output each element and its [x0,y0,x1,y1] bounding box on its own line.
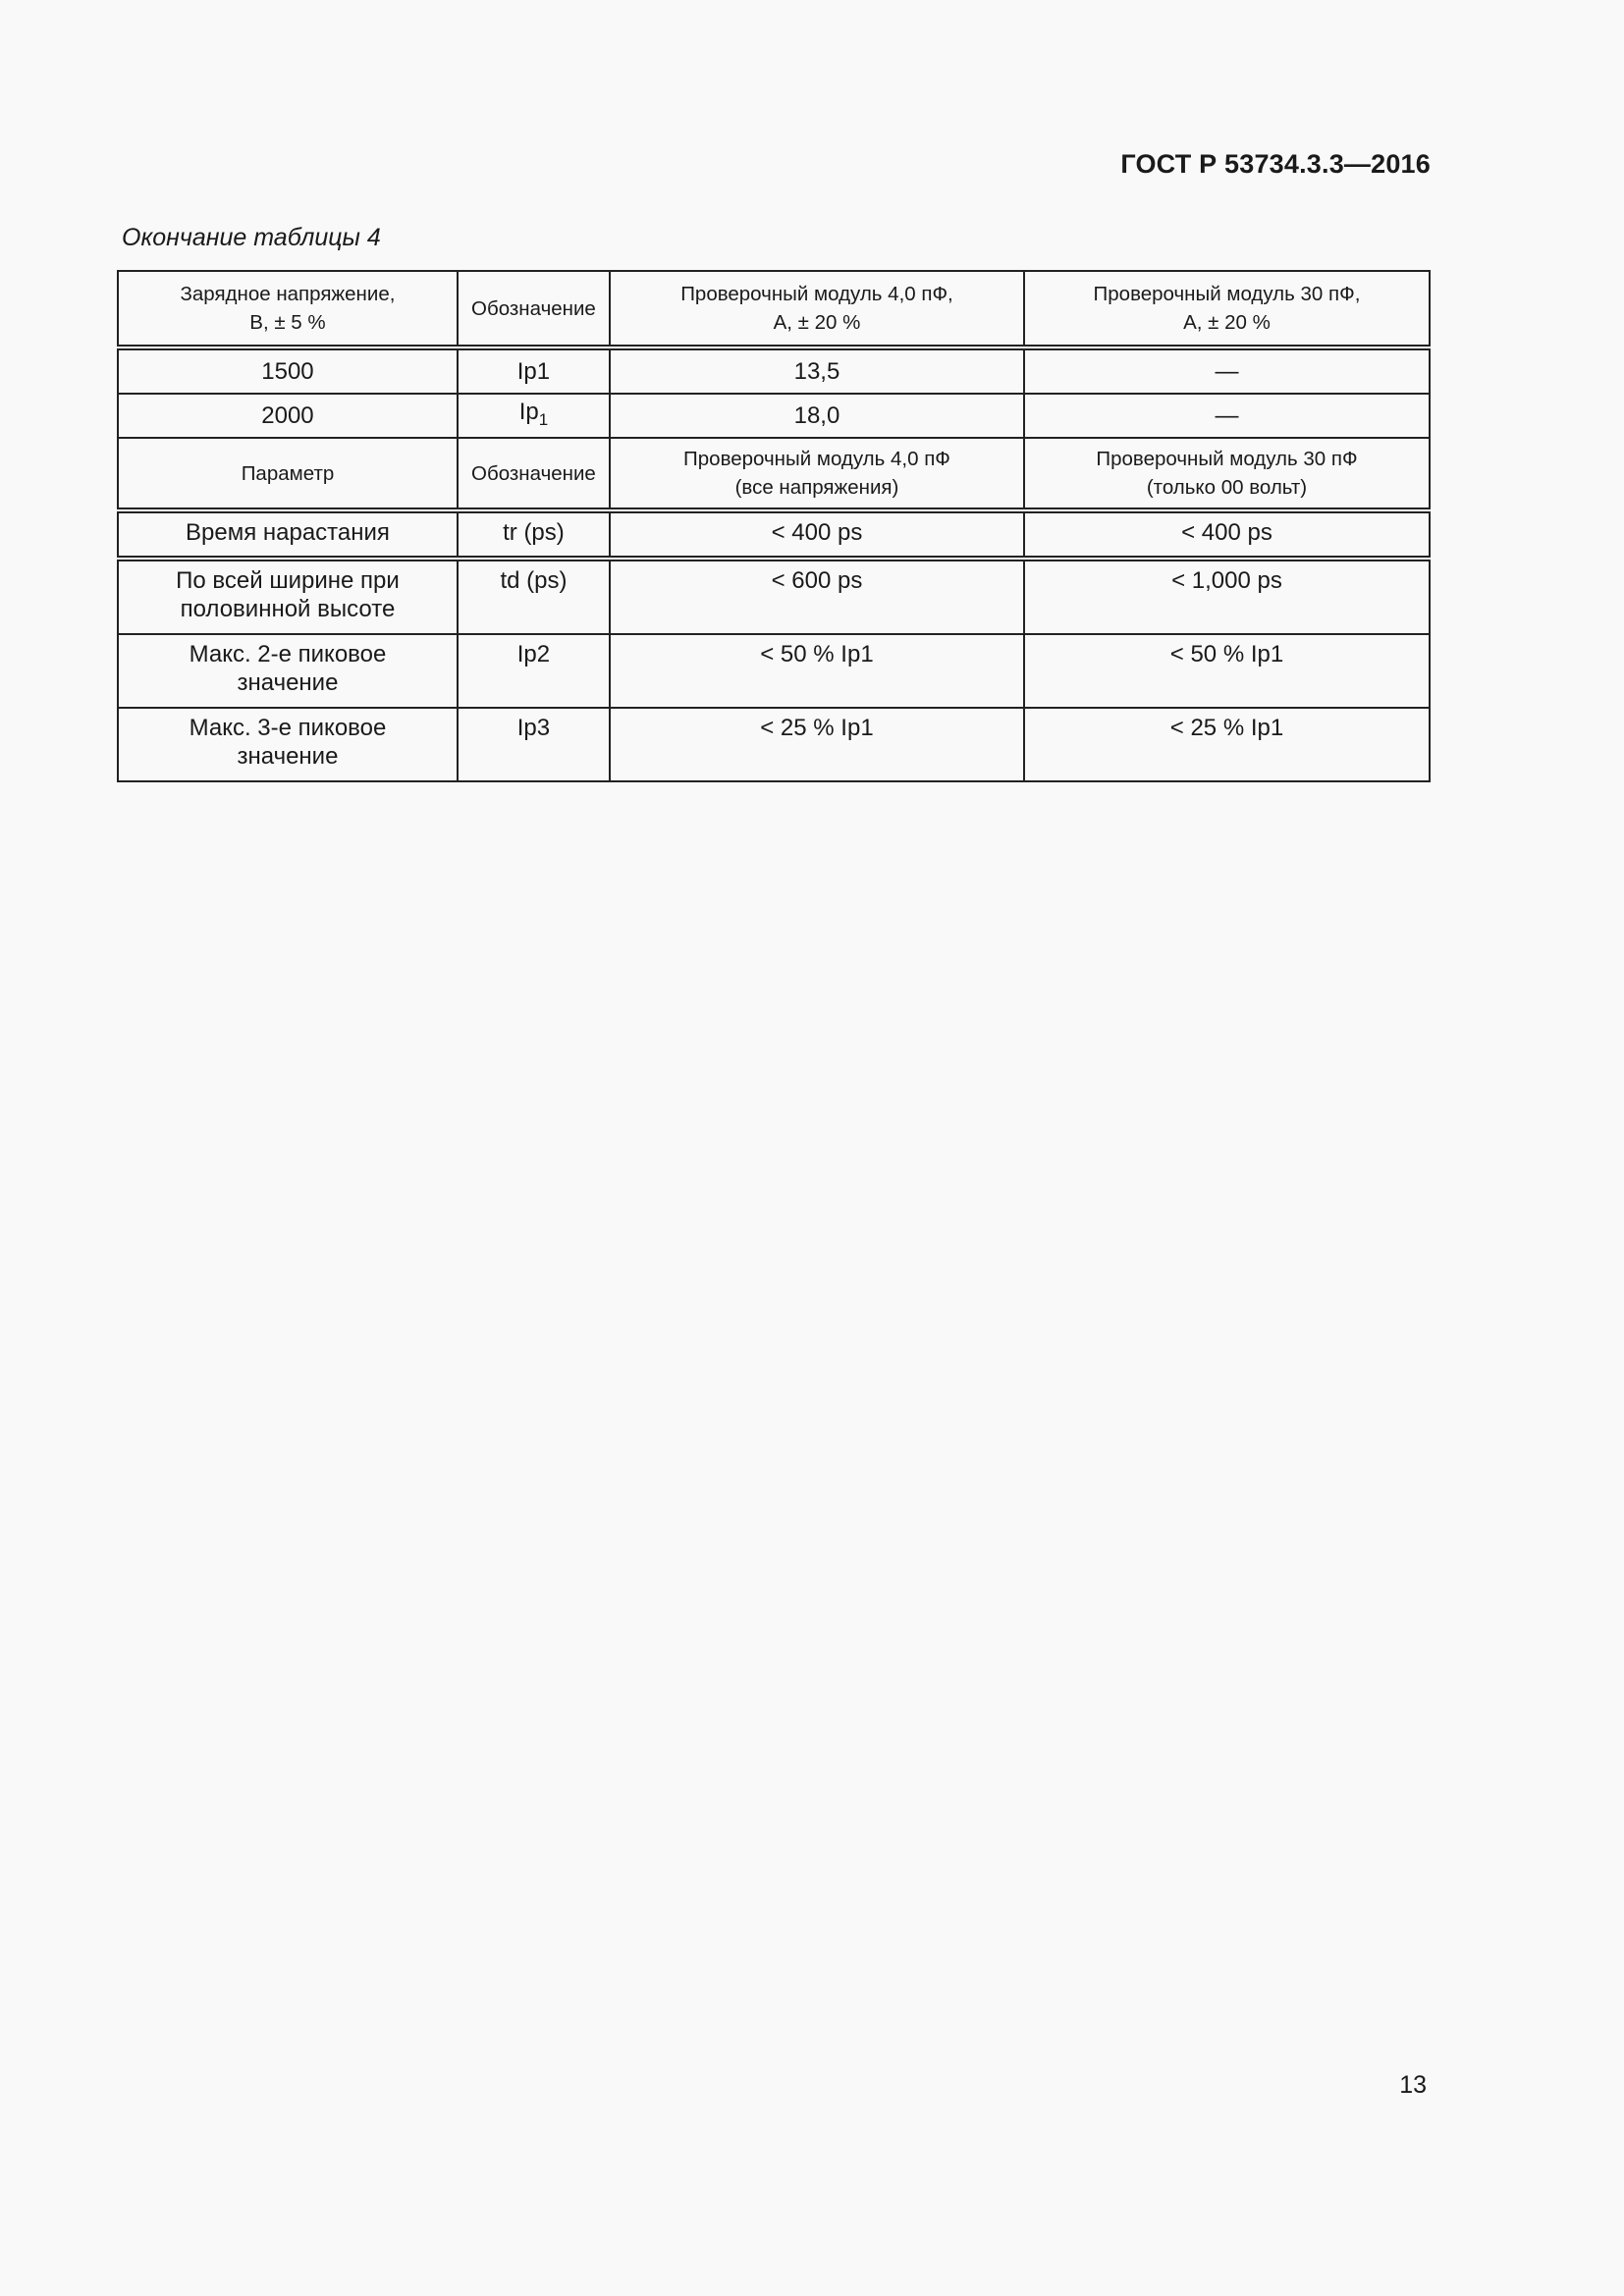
table-caption: Окончание таблицы 4 [122,224,381,251]
table-row [118,510,1430,559]
table-row [118,347,1430,394]
header-cell-voltage: Зарядное напряжение, В, ± 5 % [118,271,458,347]
parameter-cell: Макс. 2-е пиковое значение [118,634,458,708]
parameter-cell: По всей ширине при половинной высоте [118,559,458,634]
table-row [118,634,1430,708]
header-cell-module-30pf: Проверочный модуль 30 пФ (только 00 вольт) [1024,438,1430,510]
header-cell-module-4pf: Проверочный модуль 4,0 пФ, А, ± 20 % [610,271,1024,347]
table-header-parameter [118,438,1430,510]
table-row [118,559,1430,634]
module-30pf-value: < 1,000 ps [1024,559,1430,634]
module-4pf-value: < 25 % Ip1 [610,708,1024,781]
module-4pf-value: < 600 ps [610,559,1024,634]
module-30pf-value: < 25 % Ip1 [1024,708,1430,781]
symbol-cell: Ip3 [458,708,610,781]
symbol-cell: tr (ps) [458,510,610,559]
symbol-cell: td (ps) [458,559,610,634]
module-4pf-value: 13,5 [610,347,1024,394]
module-30pf-value: < 400 ps [1024,510,1430,559]
page-number: 13 [1399,2071,1427,2099]
parameter-cell: Макс. 3-е пиковое значение [118,708,458,781]
voltage-cell: 1500 [118,347,458,394]
module-4pf-value: < 50 % Ip1 [610,634,1024,708]
symbol-cell: Ip1 [458,347,610,394]
parameter-cell: Время нарастания [118,510,458,559]
table-row [118,394,1430,438]
module-30pf-value: < 50 % Ip1 [1024,634,1430,708]
table-row [118,708,1430,781]
header-cell-symbol: Обозначение [458,438,610,510]
document-header: ГОСТ Р 53734.3.3—2016 [1120,149,1431,179]
header-cell-module-30pf: Проверочный модуль 30 пФ, А, ± 20 % [1024,271,1430,347]
module-30pf-value: — [1024,347,1430,394]
symbol-cell: Ip2 [458,634,610,708]
module-30pf-value: — [1024,394,1430,438]
header-cell-module-4pf: Проверочный модуль 4,0 пФ (все напряжения) [610,438,1024,510]
symbol-cell: $Ip_1$ [458,394,610,438]
voltage-cell: 2000 [118,394,458,438]
data-table [117,270,1431,782]
table-header-voltage [118,271,1430,347]
header-cell-symbol: Обозначение [458,271,610,347]
module-4pf-value: < 400 ps [610,510,1024,559]
header-cell-parameter: Параметр [118,438,458,510]
module-4pf-value: 18,0 [610,394,1024,438]
